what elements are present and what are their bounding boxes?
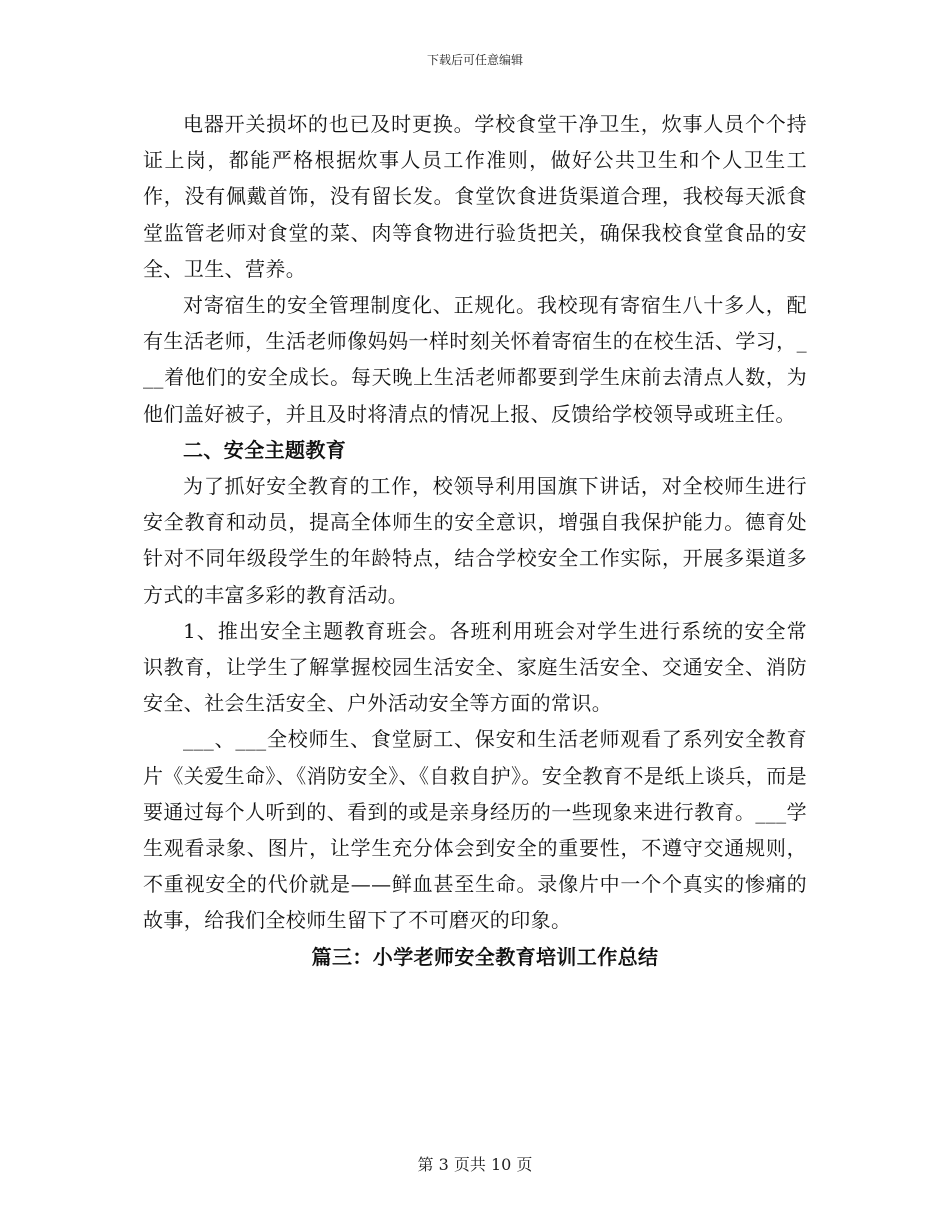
page-number: 第 3 页共 10 页 [417,1155,533,1174]
document-body [143,106,807,975]
paragraph-canteen: 电器开关损坏的也已及时更换。学校食堂干净卫生，炊事人员个个持证上岗，都能严格根据炊事人员工作准则，做好公共卫生和个人卫生工作，没有佩戴首饰，没有留长发。食堂饮食进货渠道合理，我校每天派食堂监管老师对食堂的菜、肉等食物进行验货把关，确保我校食堂食品的安全、卫生、营养。 [143,112,807,281]
paragraph-boarding: 对寄宿生的安全管理制度化、正规化。我校现有寄宿生八十多人，配有生活老师，生活老师像妈妈一样时刻关怀着寄宿生的在校生活、学习，___着他们的安全成长。每天晚上生活老师都要到学生床前去清点人数，为他们盖好被子，并且及时将清点的情况上报、反馈给学校领导或班主任。 [143,293,807,426]
page-header-note: 下载后可任意编辑 [426,53,523,67]
paragraph-class-meeting: 1、推出安全主题教育班会。各班利用班会对学生进行系统的安全常识教育，让学生了解掌握校园生活安全、家庭生活安全、交通安全、消防安全、社会生活安全、户外活动安全等方面的常识。 [143,618,807,716]
heading-safety-theme-education: 二、安全主题教育 [183,437,347,462]
paragraph-education-films: ___、___全校师生、食堂厨工、保安和生活老师观看了系列安全教育片《关爱生命》、《消防安全》、《自救自护》。安全教育不是纸上谈兵，而是要通过每个人听到的、看到的或是亲身经历的一些现象来进行教育。___学生观看录象、图片，让学生充分体会到安全的重要性，不遵守交通规则，不重视安全的代价就是——鲜血甚至生命。录像片中一个个真实的惨痛的故事，给我们全校师生留下了不可磨灭的印象。 [143,727,807,933]
section-title-part3: 篇三：小学老师安全教育培训工作总结 [311,944,659,969]
paragraph-safety-education-intro: 为了抓好安全教育的工作，校领导利用国旗下讲话，对全校师生进行安全教育和动员，提高全体师生的安全意识，增强自我保护能力。德育处针对不同年级段学生的年龄特点，结合学校安全工作实际，开展多渠道多方式的丰富多彩的教育活动。 [143,474,807,607]
